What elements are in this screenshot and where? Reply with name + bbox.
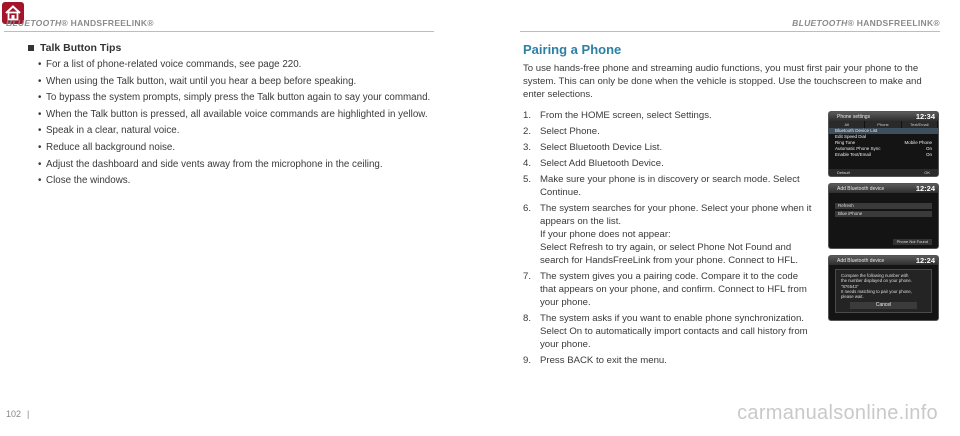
header-rule-right [520,31,940,32]
screen-dialog-line: Compare the following number with [841,273,909,278]
step-text: Select Phone. [540,126,600,137]
step-item [523,125,813,138]
step-text: The system gives you a pairing code. Compare it to the code that appears on your phone, and confirm. Connect to HFL from your phone. [540,271,807,308]
list-item: • For a list of phone-related voice commands, see page 220. [38,57,448,74]
step-item [523,157,813,170]
screen-row [829,152,938,158]
screen-default-label: Default [837,170,850,175]
footer-separator: | [27,409,30,419]
add-device-list-screenshot [828,183,939,249]
list-item: • To bypass the system prompts, simply press the Talk button again to say your command. [38,90,448,107]
screen-tab: Phone [865,121,901,128]
step-number: 3. [523,142,532,153]
screen-dialog-line: please wait. [841,294,864,300]
step-item [523,354,813,367]
screen-tab: Text/Email [902,121,938,128]
header-left [6,18,154,28]
step-number: 6. [523,203,532,214]
screen-clock: 12:24 [915,184,935,193]
header-left-suffix: ® HANDSFREELINK® [61,18,154,28]
section-title: Pairing a Phone [523,42,622,57]
square-bullet-icon [28,45,34,51]
step-text [540,202,813,267]
screen-title: Phone settings [837,114,871,120]
step-number: 5. [523,174,532,185]
screen-dialog-line: It needs matching to pair your phone, [841,288,912,294]
step-number: 8. [523,313,532,324]
header-right-suffix: ® HANDSFREELINK® [847,18,940,28]
step-number: 9. [523,355,532,366]
page-footer [6,409,29,419]
screen-row-value: On [925,152,932,157]
screen-bottom-bar [829,169,938,176]
screen-title-bar [829,112,938,121]
screen-dialog-line: "876543" [841,283,859,289]
step-text: From the HOME screen, select Settings. [540,110,712,121]
step-item [523,312,813,351]
screen-dialog [835,269,932,313]
header-left-brand: BLUETOOTH [6,18,62,28]
screen-tab: All [829,121,865,128]
step-item [523,109,813,122]
screen-row-value: Mobile Phone [904,140,932,145]
steps-list [523,109,813,367]
tips-heading [28,42,448,54]
step-sub-heading: If your phone does not appear: [540,229,671,240]
list-item: • Close the windows. [38,173,448,190]
list-item: • Adjust the dashboard and side vents away from the microphone in the ceiling. [38,157,448,174]
watermark: carmanualsonline.info [737,402,938,424]
screen-title-bar [829,256,938,265]
step-item [523,270,813,309]
list-item: • When using the Talk button, wait until you hear a beep before speaking. [38,74,448,91]
step-text: Select Bluetooth Device List. [540,142,663,153]
header-rule-left [4,31,434,32]
screen-row-label: Enable Text/Email [835,152,871,157]
list-item: • Speak in a clear, natural voice. [38,123,448,140]
step-text: Press BACK to exit the menu. [540,355,667,366]
step-text: Make sure your phone is in discovery or search mode. Select Continue. [540,174,800,198]
header-right [792,18,940,28]
screen-row-label: Edit Speed Dial [835,134,867,139]
screen-clock: 12:24 [915,256,935,265]
step-main-text: The system searches for your phone. Select your phone when it appears on the list. [540,203,812,227]
page-number: 102 [6,409,22,419]
screen-cancel-label: Cancel [850,302,917,309]
screen-phone-not-found-label: Phone Not Found [893,239,932,245]
tips-title: Talk Button Tips [40,42,122,54]
screen-row-label: Bluetooth Device List [835,128,878,133]
step-item [523,141,813,154]
step-item [523,202,813,267]
intro-paragraph: To use hands-free phone and streaming audio functions, you must first pair your phone to the system. This can only be done when the vehicle is stopped. Use the touchscreen to make and enter selections. [523,63,922,100]
step-sub-text: Select Refresh to try again, or select Phone Not Found and search for HandsFreeLink from your phone. Connect to HFL. [540,242,799,266]
screen-dialog-line: the number displayed on your phone. [841,278,912,284]
screen-row-label: Ring Tone [835,140,856,145]
screen-row-label: Automatic Phone Sync [835,146,881,151]
screen-title: Add Bluetooth device [837,258,885,264]
screen-list-item: Refresh [835,203,932,209]
step-number: 2. [523,126,532,137]
screen-tabs [829,121,938,128]
pairing-code-screenshot [828,255,939,321]
screen-clock: 12:34 [915,112,935,121]
step-number: 7. [523,271,532,282]
step-text: The system asks if you want to enable phone synchronization. Select On to automatically import contacts and call history from your phone. [540,313,808,350]
step-number: 4. [523,158,532,169]
screen-title-bar [829,184,938,193]
list-item: • Reduce all background noise. [38,140,448,157]
step-number: 1. [523,110,532,121]
phone-settings-screenshot [828,111,939,177]
screen-ok-label: OK [924,170,930,175]
header-right-brand: BLUETOOTH [792,18,848,28]
screen-list-item: Blue iPhone [835,211,932,217]
screen-title: Add Bluetooth device [837,186,885,192]
tips-list [28,57,448,190]
list-item: • When the Talk button is pressed, all available voice commands are highlighted in yellow. [38,107,448,124]
talk-button-tips [28,42,448,190]
screen-row-value: On [925,146,932,151]
step-item [523,173,813,199]
step-text: Select Add Bluetooth Device. [540,158,664,169]
